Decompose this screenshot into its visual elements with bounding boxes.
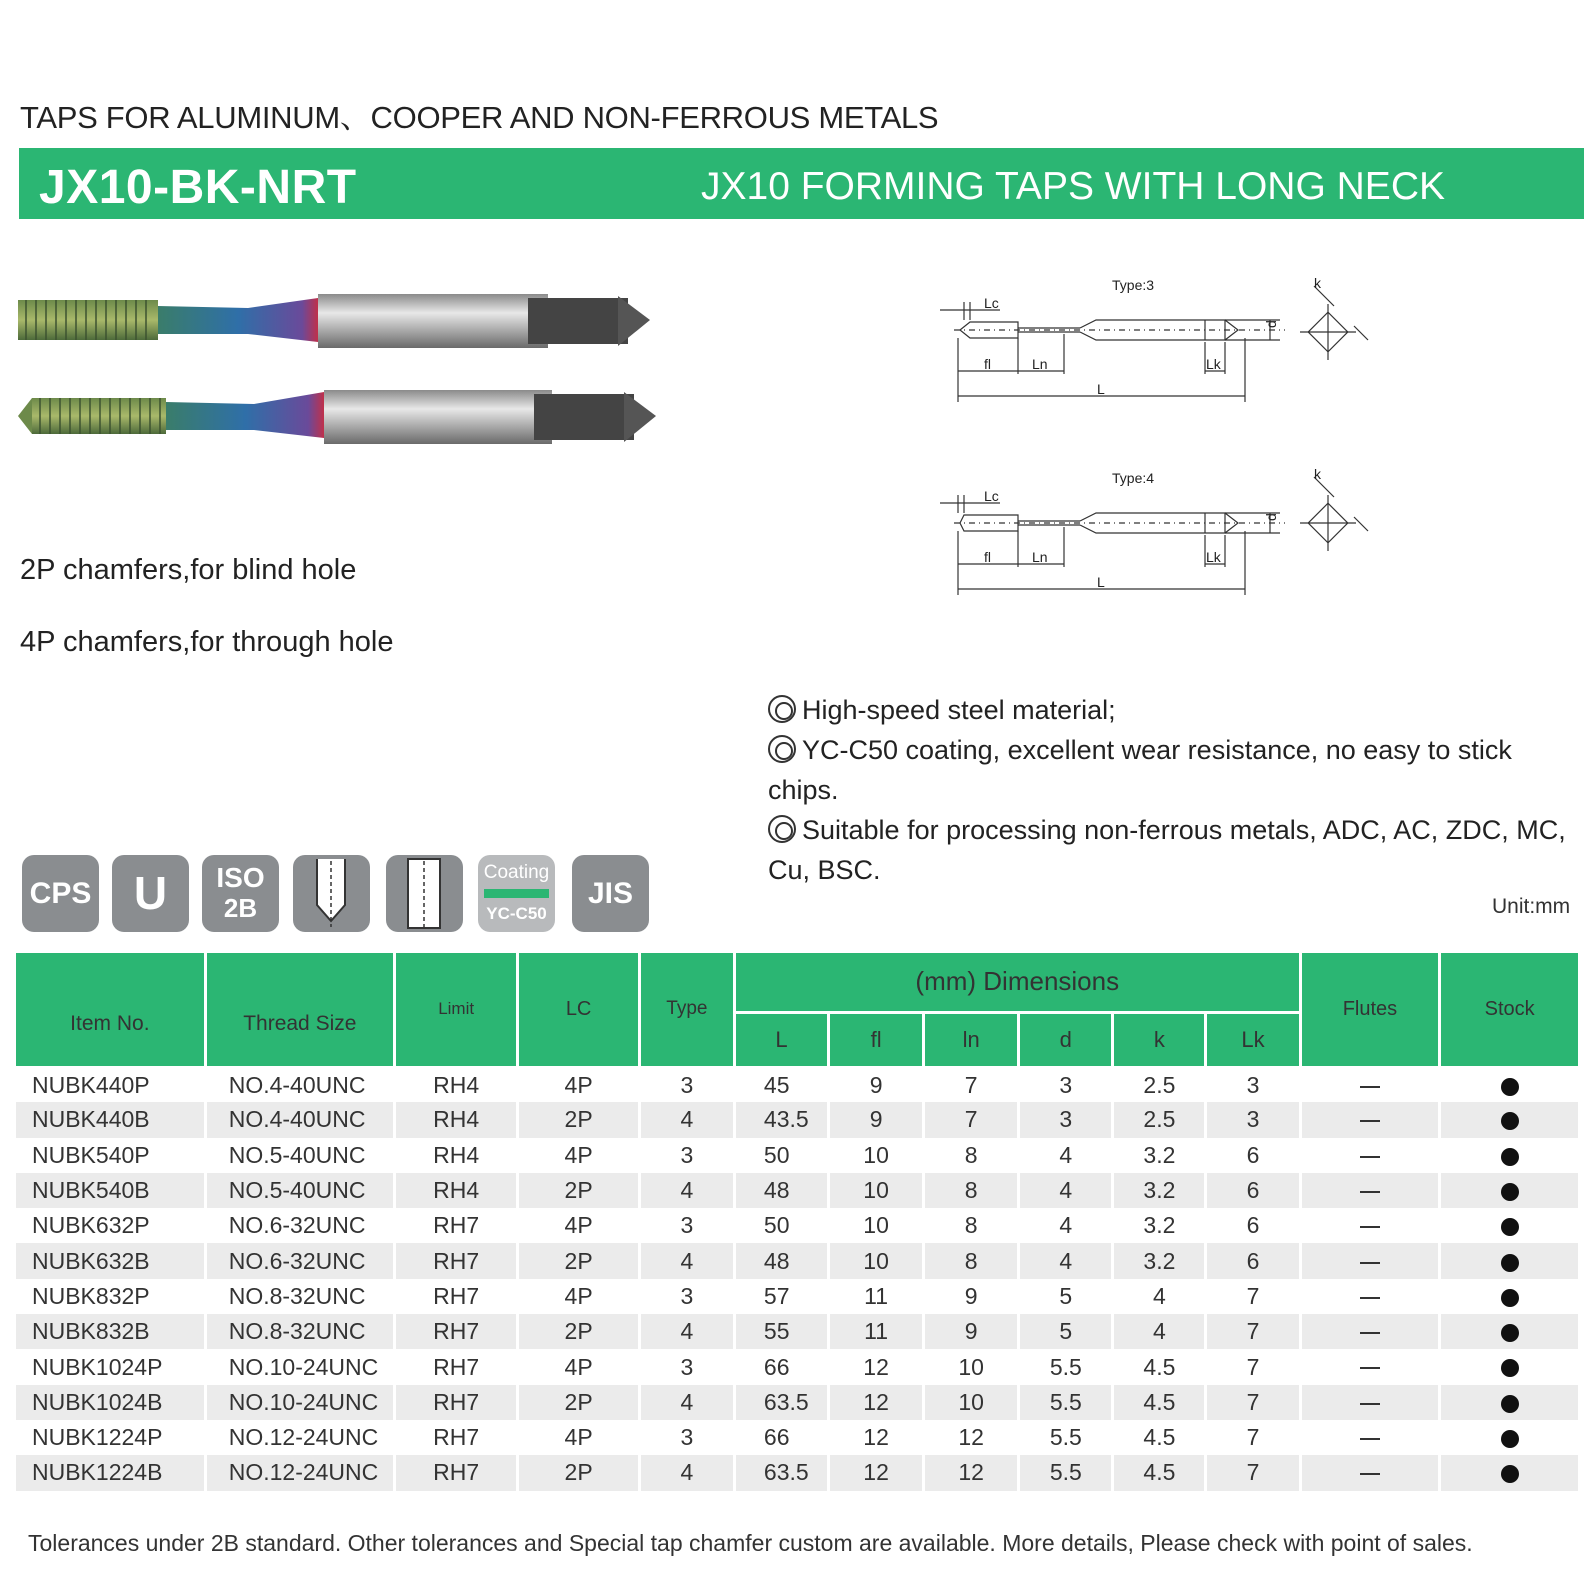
tap-image-2p — [18, 292, 668, 352]
cell-fl: 11 — [829, 1279, 924, 1314]
cell-thread-size: NO.4-40UNC — [205, 1102, 394, 1137]
cell-item-no: NUBK1024P — [16, 1349, 205, 1384]
cell-type: 4 — [639, 1102, 734, 1137]
header-thread-size: Thread Size — [205, 953, 394, 1067]
cell-ln: 7 — [924, 1102, 1019, 1137]
dash-icon — [1360, 1297, 1380, 1299]
cell-flutes — [1300, 1420, 1440, 1455]
cell-k: 4.5 — [1113, 1349, 1206, 1384]
cell-d: 3 — [1019, 1102, 1113, 1137]
cell-limit: RH7 — [394, 1385, 517, 1420]
cell-lk: 7 — [1206, 1455, 1300, 1490]
cell-lk: 6 — [1206, 1138, 1300, 1173]
cell-ln: 9 — [924, 1279, 1019, 1314]
cell-stock — [1440, 1385, 1580, 1420]
in-stock-dot-icon — [1501, 1112, 1519, 1130]
cell-fl: 12 — [829, 1420, 924, 1455]
cell-thread-size: NO.6-32UNC — [205, 1208, 394, 1243]
cell-lc: 4P — [518, 1420, 639, 1455]
type4-d: d — [1263, 513, 1279, 521]
cell-item-no: NUBK540P — [16, 1138, 205, 1173]
in-stock-dot-icon — [1501, 1289, 1519, 1307]
header-k: k — [1113, 1012, 1206, 1067]
cell-fl: 10 — [829, 1138, 924, 1173]
cell-fl: 10 — [829, 1173, 924, 1208]
type3-d: d — [1263, 320, 1279, 328]
cell-type: 4 — [639, 1314, 734, 1349]
footer-note: Tolerances under 2B standard. Other tolerances and Special tap chamfer custom are available. More details, Please check with point of sales. — [28, 1530, 1473, 1556]
cell-lc: 4P — [518, 1279, 639, 1314]
cell-type: 3 — [639, 1349, 734, 1384]
cell-flutes — [1300, 1349, 1440, 1384]
type3-ln: Ln — [1032, 356, 1048, 372]
cell-k: 3.2 — [1113, 1173, 1206, 1208]
cell-fl: 11 — [829, 1314, 924, 1349]
cell-ln: 8 — [924, 1243, 1019, 1278]
header-ln: ln — [924, 1012, 1019, 1067]
table-row — [16, 1420, 1580, 1455]
table-row — [16, 1138, 1580, 1173]
cell-flutes — [1300, 1173, 1440, 1208]
cell-thread-size: NO.5-40UNC — [205, 1138, 394, 1173]
u-badge: U — [112, 855, 189, 932]
cell-ln: 9 — [924, 1314, 1019, 1349]
cell-lk: 7 — [1206, 1420, 1300, 1455]
cell-item-no: NUBK540B — [16, 1173, 205, 1208]
cell-d: 5 — [1019, 1314, 1113, 1349]
header-lc: LC — [518, 953, 639, 1067]
in-stock-dot-icon — [1501, 1465, 1519, 1483]
cell-k: 4.5 — [1113, 1420, 1206, 1455]
cell-stock — [1440, 1208, 1580, 1243]
cell-d: 4 — [1019, 1243, 1113, 1278]
cell-flutes — [1300, 1279, 1440, 1314]
cell-limit: RH7 — [394, 1420, 517, 1455]
in-stock-dot-icon — [1501, 1254, 1519, 1272]
cell-flutes — [1300, 1102, 1440, 1137]
cell-lc: 2P — [518, 1243, 639, 1278]
blind-hole-icon — [293, 855, 370, 932]
header-fl: fl — [829, 1012, 924, 1067]
chamfer-note-2p: 2P chamfers,for blind hole — [20, 554, 357, 586]
cell-flutes — [1300, 1455, 1440, 1490]
type4-lc: Lc — [984, 488, 999, 504]
cell-d: 4 — [1019, 1173, 1113, 1208]
cell-flutes — [1300, 1385, 1440, 1420]
cell-lc: 2P — [518, 1102, 639, 1137]
cell-limit: RH7 — [394, 1349, 517, 1384]
double-circle-icon — [768, 815, 796, 843]
cell-stock — [1440, 1420, 1580, 1455]
cell-L: 63.5 — [734, 1385, 828, 1420]
header-item-no: Item No. — [16, 953, 205, 1067]
table-row — [16, 1349, 1580, 1384]
header-type: Type — [639, 953, 734, 1067]
cell-type: 3 — [639, 1420, 734, 1455]
feature-text: YC-C50 coating, excellent wear resistance, no easy to stick chips. — [768, 735, 1512, 805]
type4-k: k — [1314, 466, 1321, 482]
cell-fl: 12 — [829, 1455, 924, 1490]
cell-L: 43.5 — [734, 1102, 828, 1137]
cell-item-no: NUBK440B — [16, 1102, 205, 1137]
cell-lk: 7 — [1206, 1385, 1300, 1420]
cell-lk: 7 — [1206, 1314, 1300, 1349]
cell-type: 3 — [639, 1208, 734, 1243]
cell-lk: 6 — [1206, 1173, 1300, 1208]
cell-lk: 7 — [1206, 1349, 1300, 1384]
cell-thread-size: NO.8-32UNC — [205, 1279, 394, 1314]
cell-d: 5.5 — [1019, 1385, 1113, 1420]
cell-lk: 3 — [1206, 1102, 1300, 1137]
product-name: JX10 FORMING TAPS WITH LONG NECK — [701, 165, 1445, 208]
cell-stock — [1440, 1102, 1580, 1137]
cell-limit: RH4 — [394, 1067, 517, 1102]
cell-k: 2.5 — [1113, 1067, 1206, 1102]
cell-ln: 10 — [924, 1385, 1019, 1420]
cell-ln: 7 — [924, 1067, 1019, 1102]
cell-flutes — [1300, 1208, 1440, 1243]
cell-lc: 2P — [518, 1455, 639, 1490]
dash-icon — [1360, 1262, 1380, 1264]
cell-ln: 12 — [924, 1420, 1019, 1455]
type4-ln: Ln — [1032, 549, 1048, 565]
cell-item-no: NUBK440P — [16, 1067, 205, 1102]
chamfer-note-4p: 4P chamfers,for through hole — [20, 626, 394, 658]
table-row — [16, 1102, 1580, 1137]
cell-stock — [1440, 1279, 1580, 1314]
cell-L: 50 — [734, 1208, 828, 1243]
cell-type: 3 — [639, 1279, 734, 1314]
cell-L: 48 — [734, 1243, 828, 1278]
dash-icon — [1360, 1156, 1380, 1158]
cell-d: 5 — [1019, 1279, 1113, 1314]
cell-L: 55 — [734, 1314, 828, 1349]
header-d: d — [1019, 1012, 1113, 1067]
cell-L: 48 — [734, 1173, 828, 1208]
cell-lk: 7 — [1206, 1279, 1300, 1314]
cell-type: 4 — [639, 1243, 734, 1278]
unit-label: Unit:mm — [1492, 895, 1571, 918]
cell-lc: 2P — [518, 1385, 639, 1420]
cell-k: 4 — [1113, 1279, 1206, 1314]
cell-stock — [1440, 1349, 1580, 1384]
top-title: TAPS FOR ALUMINUM、COOPER AND NON-FERROUS METALS — [20, 100, 939, 135]
cell-ln: 8 — [924, 1173, 1019, 1208]
cell-fl: 12 — [829, 1349, 924, 1384]
table-row — [16, 1173, 1580, 1208]
cell-limit: RH4 — [394, 1102, 517, 1137]
in-stock-dot-icon — [1501, 1430, 1519, 1448]
in-stock-dot-icon — [1501, 1148, 1519, 1166]
cell-stock — [1440, 1173, 1580, 1208]
cell-limit: RH4 — [394, 1173, 517, 1208]
header-flutes: Flutes — [1300, 953, 1440, 1067]
in-stock-dot-icon — [1501, 1218, 1519, 1236]
table-row — [16, 1385, 1580, 1420]
cell-ln: 12 — [924, 1455, 1019, 1490]
diagram-type3 — [940, 272, 1400, 412]
in-stock-dot-icon — [1501, 1324, 1519, 1342]
cell-item-no: NUBK632B — [16, 1243, 205, 1278]
type3-L: L — [1097, 381, 1105, 397]
cell-d: 5.5 — [1019, 1455, 1113, 1490]
cell-d: 3 — [1019, 1067, 1113, 1102]
cell-stock — [1440, 1314, 1580, 1349]
cell-lk: 6 — [1206, 1243, 1300, 1278]
cell-fl: 10 — [829, 1243, 924, 1278]
type3-fl: fl — [984, 356, 991, 372]
header-limit: Limit — [394, 953, 517, 1067]
feature-item — [768, 690, 1578, 730]
cell-lc: 4P — [518, 1208, 639, 1243]
cell-k: 2.5 — [1113, 1102, 1206, 1137]
cell-d: 4 — [1019, 1208, 1113, 1243]
cell-limit: RH7 — [394, 1208, 517, 1243]
cell-L: 57 — [734, 1279, 828, 1314]
table-row — [16, 1314, 1580, 1349]
type4-lk: Lk — [1206, 549, 1221, 565]
cell-k: 3.2 — [1113, 1138, 1206, 1173]
cell-flutes — [1300, 1243, 1440, 1278]
cell-stock — [1440, 1067, 1580, 1102]
table-row — [16, 1067, 1580, 1102]
cell-lc: 2P — [518, 1173, 639, 1208]
cell-flutes — [1300, 1314, 1440, 1349]
cell-thread-size: NO.8-32UNC — [205, 1314, 394, 1349]
cell-lc: 2P — [518, 1314, 639, 1349]
header-stock: Stock — [1440, 953, 1580, 1067]
coating-badge: Coating YC-C50 — [478, 855, 555, 932]
cell-stock — [1440, 1455, 1580, 1490]
cell-lk: 6 — [1206, 1208, 1300, 1243]
dash-icon — [1360, 1403, 1380, 1405]
feature-text: Suitable for processing non-ferrous metals, ADC, AC, ZDC, MC, Cu, BSC. — [768, 815, 1566, 885]
in-stock-dot-icon — [1501, 1183, 1519, 1201]
cell-L: 63.5 — [734, 1455, 828, 1490]
cell-limit: RH7 — [394, 1279, 517, 1314]
cell-fl: 9 — [829, 1102, 924, 1137]
in-stock-dot-icon — [1501, 1359, 1519, 1377]
cell-L: 66 — [734, 1420, 828, 1455]
cell-item-no: NUBK1024B — [16, 1385, 205, 1420]
dash-icon — [1360, 1086, 1380, 1088]
cell-type: 4 — [639, 1173, 734, 1208]
dash-icon — [1360, 1226, 1380, 1228]
in-stock-dot-icon — [1501, 1395, 1519, 1413]
cell-thread-size: NO.12-24UNC — [205, 1455, 394, 1490]
cell-stock — [1440, 1243, 1580, 1278]
cell-k: 4.5 — [1113, 1455, 1206, 1490]
cell-item-no: NUBK1224P — [16, 1420, 205, 1455]
cell-ln: 10 — [924, 1349, 1019, 1384]
cell-thread-size: NO.10-24UNC — [205, 1385, 394, 1420]
dash-icon — [1360, 1473, 1380, 1475]
feature-list — [768, 690, 1578, 890]
cell-ln: 8 — [924, 1138, 1019, 1173]
cell-limit: RH7 — [394, 1243, 517, 1278]
table-row — [16, 1279, 1580, 1314]
cell-k: 4.5 — [1113, 1385, 1206, 1420]
cell-lc: 4P — [518, 1349, 639, 1384]
cell-thread-size: NO.4-40UNC — [205, 1067, 394, 1102]
dash-icon — [1360, 1332, 1380, 1334]
product-code: JX10-BK-NRT — [39, 161, 357, 214]
type3-lc: Lc — [984, 295, 999, 311]
cell-k: 4 — [1113, 1314, 1206, 1349]
cell-type: 3 — [639, 1067, 734, 1102]
table-row — [16, 1208, 1580, 1243]
type4-fl: fl — [984, 549, 991, 565]
product-banner — [19, 148, 1584, 219]
cell-fl: 9 — [829, 1067, 924, 1102]
cell-thread-size: NO.12-24UNC — [205, 1420, 394, 1455]
feature-item — [768, 730, 1578, 810]
cell-k: 3.2 — [1113, 1243, 1206, 1278]
cell-thread-size: NO.5-40UNC — [205, 1173, 394, 1208]
cell-item-no: NUBK1224B — [16, 1455, 205, 1490]
dash-icon — [1360, 1120, 1380, 1122]
tap-image-4p — [18, 388, 668, 448]
cell-fl: 12 — [829, 1385, 924, 1420]
dash-icon — [1360, 1438, 1380, 1440]
cell-limit: RH4 — [394, 1138, 517, 1173]
through-hole-icon — [386, 855, 463, 932]
type4-title: Type:4 — [1112, 470, 1155, 486]
spec-table — [16, 953, 1581, 1491]
iso-2b-badge: ISO 2B — [202, 855, 279, 932]
header-L: L — [734, 1012, 828, 1067]
cell-thread-size: NO.10-24UNC — [205, 1349, 394, 1384]
cell-stock — [1440, 1138, 1580, 1173]
double-circle-icon — [768, 735, 796, 763]
type3-k: k — [1314, 275, 1321, 291]
diagram-type4 — [940, 465, 1400, 605]
cell-L: 45 — [734, 1067, 828, 1102]
cell-L: 66 — [734, 1349, 828, 1384]
dash-icon — [1360, 1367, 1380, 1369]
cell-item-no: NUBK632P — [16, 1208, 205, 1243]
header-lk: Lk — [1206, 1012, 1300, 1067]
double-circle-icon — [768, 695, 796, 723]
cell-type: 3 — [639, 1138, 734, 1173]
cell-d: 4 — [1019, 1138, 1113, 1173]
type3-lk: Lk — [1206, 356, 1221, 372]
header-dimensions: (mm) Dimensions — [734, 953, 1300, 1012]
cell-item-no: NUBK832P — [16, 1279, 205, 1314]
feature-item — [768, 810, 1578, 890]
cell-flutes — [1300, 1067, 1440, 1102]
cell-lk: 3 — [1206, 1067, 1300, 1102]
jis-badge: JIS — [572, 855, 649, 932]
table-row — [16, 1455, 1580, 1490]
table-row — [16, 1243, 1580, 1278]
cell-limit: RH7 — [394, 1314, 517, 1349]
cell-type: 4 — [639, 1385, 734, 1420]
cell-lc: 4P — [518, 1067, 639, 1102]
type3-title: Type:3 — [1112, 277, 1155, 293]
cell-lc: 4P — [518, 1138, 639, 1173]
cell-item-no: NUBK832B — [16, 1314, 205, 1349]
cell-d: 5.5 — [1019, 1349, 1113, 1384]
cell-limit: RH7 — [394, 1455, 517, 1490]
cell-k: 3.2 — [1113, 1208, 1206, 1243]
cell-d: 5.5 — [1019, 1420, 1113, 1455]
cell-ln: 8 — [924, 1208, 1019, 1243]
cell-flutes — [1300, 1138, 1440, 1173]
in-stock-dot-icon — [1501, 1078, 1519, 1096]
cell-fl: 10 — [829, 1208, 924, 1243]
feature-text: High-speed steel material; — [802, 695, 1116, 725]
cell-L: 50 — [734, 1138, 828, 1173]
cell-thread-size: NO.6-32UNC — [205, 1243, 394, 1278]
dash-icon — [1360, 1191, 1380, 1193]
cps-badge: CPS — [22, 855, 99, 932]
type4-L: L — [1097, 574, 1105, 590]
cell-type: 4 — [639, 1455, 734, 1490]
